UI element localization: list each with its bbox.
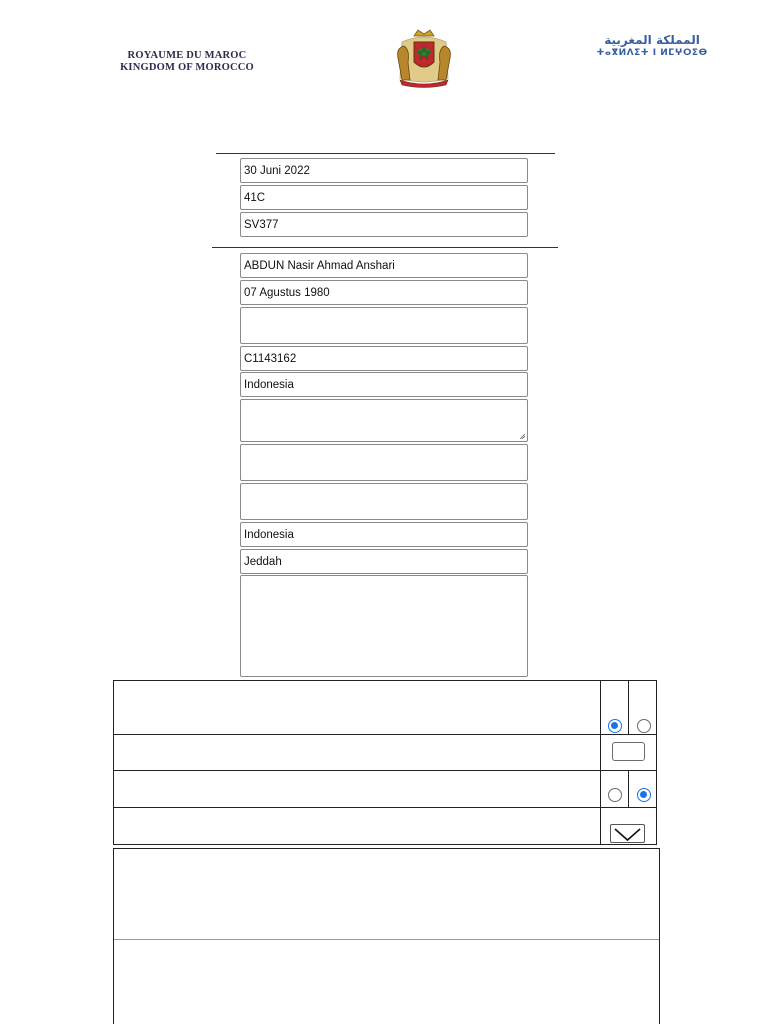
table-row-divider-2: [113, 770, 657, 771]
q3-radio-no[interactable]: [637, 788, 651, 802]
seat-value: 41C: [244, 191, 266, 204]
notes-box: [113, 848, 660, 1024]
birth-date-field[interactable]: [240, 280, 528, 305]
large-text-field[interactable]: [240, 575, 528, 677]
kingdom-title-tifinagh: ⵜⴰⴳⵍⴷⵉⵜ ⵏ ⵍⵎⵖⵔⵉⴱ: [596, 48, 708, 58]
textarea-field-6[interactable]: [240, 399, 528, 442]
q1-radio-no[interactable]: [637, 719, 651, 733]
city-value: Jeddah: [244, 555, 282, 568]
flight-date-field[interactable]: [240, 158, 528, 183]
empty-field-7[interactable]: [240, 444, 528, 481]
passport-number-field[interactable]: [240, 346, 528, 371]
kingdom-title-french: ROYAUME DU MAROC: [127, 50, 247, 61]
notes-box-divider: [114, 939, 659, 940]
q4-select[interactable]: [610, 824, 645, 843]
birth-date-value: 07 Agustus 1980: [244, 286, 330, 299]
table-row-divider-3: [113, 807, 657, 808]
country-value: Indonesia: [244, 528, 294, 541]
section-divider-middle: [212, 247, 558, 248]
kingdom-title-arabic: المملكة المغربية: [604, 33, 700, 47]
kingdom-title-native: [592, 33, 712, 59]
passport-number-value: C1143162: [244, 352, 297, 365]
full-name-field[interactable]: [240, 253, 528, 278]
flight-number-field[interactable]: [240, 212, 528, 237]
q1-radio-yes[interactable]: [608, 719, 622, 733]
flight-number-value: SV377: [244, 218, 279, 231]
section-divider-top: [216, 153, 555, 154]
table-row-divider-1: [113, 734, 657, 735]
nationality-value: Indonesia: [244, 378, 294, 391]
chevron-down-icon: [612, 826, 643, 842]
country-field[interactable]: [240, 522, 528, 547]
kingdom-title-english: KINGDOM OF MOROCCO: [120, 62, 254, 73]
table-column-divider: [600, 680, 601, 845]
q2-input[interactable]: [612, 742, 645, 761]
resize-grip-icon[interactable]: [520, 434, 525, 439]
q3-radio-yes[interactable]: [608, 788, 622, 802]
flight-date-value: 30 Juni 2022: [244, 164, 310, 177]
kingdom-title-latin: [112, 50, 262, 74]
questions-table: [113, 680, 657, 845]
full-name-value: ABDUN Nasir Ahmad Anshari: [244, 259, 395, 272]
nationality-field[interactable]: [240, 372, 528, 397]
coat-of-arms-emblem: [392, 28, 456, 90]
city-field[interactable]: [240, 549, 528, 574]
empty-field-3[interactable]: [240, 307, 528, 344]
seat-field[interactable]: [240, 185, 528, 210]
table-radio-divider-1: [628, 680, 629, 734]
table-radio-divider-3: [628, 770, 629, 807]
empty-field-8[interactable]: [240, 483, 528, 520]
